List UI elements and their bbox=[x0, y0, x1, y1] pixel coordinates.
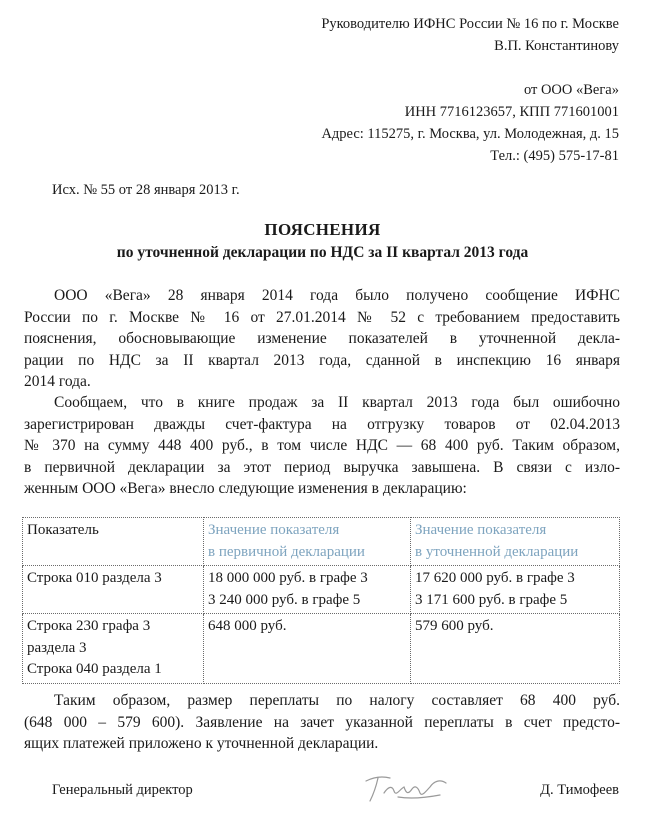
cell-text: 3 171 600 руб. в графе 5 bbox=[415, 591, 568, 608]
cell-text: Строка 040 раздела 1 bbox=[27, 661, 162, 677]
table-row bbox=[23, 566, 620, 614]
paragraph-line: ООО «Вега» 28 января 2014 года было получено сообщение ИФНС bbox=[54, 287, 620, 304]
table-header-row bbox=[23, 518, 620, 566]
cell-text: 648 000 руб. bbox=[208, 618, 287, 634]
cell-text: Строка 010 раздела 3 bbox=[27, 570, 162, 586]
cell-updated bbox=[411, 614, 620, 684]
paragraph-line: России по г. Москве № 16 от 27.01.2014 № 52 с требованием предоставить bbox=[24, 308, 620, 326]
table-row bbox=[23, 614, 620, 684]
paragraph-line: Таким образом, размер переплаты по налогу составляет 68 400 руб. bbox=[54, 692, 620, 709]
paragraph-line: рации по НДС за II квартал 2013 года, сданной в инспекцию 16 января bbox=[24, 351, 620, 369]
header-indicator bbox=[23, 518, 204, 566]
cell-text: Строка 230 графа 3 bbox=[27, 618, 151, 634]
outgoing-reference: Исх. № 55 от 28 января 2013 г. bbox=[52, 182, 240, 198]
paragraph-line: зарегистрирован дважды счет-фактура на отгрузку товаров от 02.04.2013 bbox=[24, 415, 620, 433]
signatory-name: Д. Тимофеев bbox=[540, 782, 619, 798]
paragraph-1 bbox=[24, 285, 620, 393]
header-text: в уточненной декларации bbox=[415, 543, 579, 560]
header-text: Значение показателя bbox=[415, 522, 547, 538]
header-text: Показатель bbox=[27, 522, 99, 538]
sender-address: Адрес: 115275, г. Москва, ул. Молодежная, д. 15 bbox=[321, 126, 619, 142]
paragraph-line: в первичной декларации за этот период выручка завышена. В связи с изло- bbox=[24, 458, 620, 476]
document-subtitle: по уточненной декларации по НДС за II квартал 2013 года bbox=[116, 244, 529, 261]
paragraph-line: ящих платежей приложено к уточненной декларации. bbox=[24, 735, 379, 752]
cell-indicator bbox=[23, 614, 204, 684]
paragraph-line: № 370 на сумму 448 400 руб., в том числе НДС — 68 400 руб. Таким образом, bbox=[24, 437, 620, 454]
cell-text: раздела 3 bbox=[27, 639, 87, 656]
addressee-block bbox=[321, 13, 619, 57]
handwritten-signature bbox=[360, 767, 450, 807]
document-title: ПОЯСНЕНИЯ bbox=[264, 220, 381, 239]
paragraph-3 bbox=[24, 690, 620, 755]
header-text: в первичной декларации bbox=[208, 543, 365, 560]
sender-inn-kpp: ИНН 7716123657, КПП 771601001 bbox=[404, 104, 619, 120]
addressee-line-2: В.П. Константинову bbox=[494, 38, 619, 54]
paragraph-line: Сообщаем, что в книге продаж за II квартал 2013 года был ошибочно bbox=[54, 394, 620, 411]
cell-text: 579 600 руб. bbox=[415, 618, 494, 634]
paragraph-line: 2014 года. bbox=[24, 373, 91, 390]
paragraph-line: женным ООО «Вега» внесло следующие изменения в декларацию: bbox=[24, 480, 467, 497]
sender-from: от ООО «Вега» bbox=[523, 82, 619, 98]
sender-phone: Тел.: (495) 575-17-81 bbox=[490, 148, 619, 164]
cell-updated bbox=[411, 566, 620, 614]
header-updated-value bbox=[411, 518, 620, 566]
paragraph-2 bbox=[24, 392, 620, 500]
sender-block bbox=[321, 79, 619, 167]
cell-indicator bbox=[23, 566, 204, 614]
header-primary-value bbox=[204, 518, 411, 566]
cell-primary bbox=[204, 614, 411, 684]
cell-text: 17 620 000 руб. в графе 3 bbox=[415, 570, 575, 586]
addressee-line-1: Руководителю ИФНС России № 16 по г. Москве bbox=[321, 16, 619, 32]
paragraph-line: (648 000 – 579 600). Заявление на зачет указанной переплаты в счет предсто- bbox=[24, 713, 620, 731]
cell-text: 3 240 000 руб. в графе 5 bbox=[208, 591, 361, 608]
header-text: Значение показателя bbox=[208, 522, 340, 538]
paragraph-line: пояснения, обосновывающие изменение показателей в уточненной декла- bbox=[24, 330, 620, 347]
cell-primary bbox=[204, 566, 411, 614]
changes-table bbox=[22, 517, 620, 684]
cell-text: 18 000 000 руб. в графе 3 bbox=[208, 570, 368, 586]
signatory-position: Генеральный директор bbox=[52, 782, 193, 798]
